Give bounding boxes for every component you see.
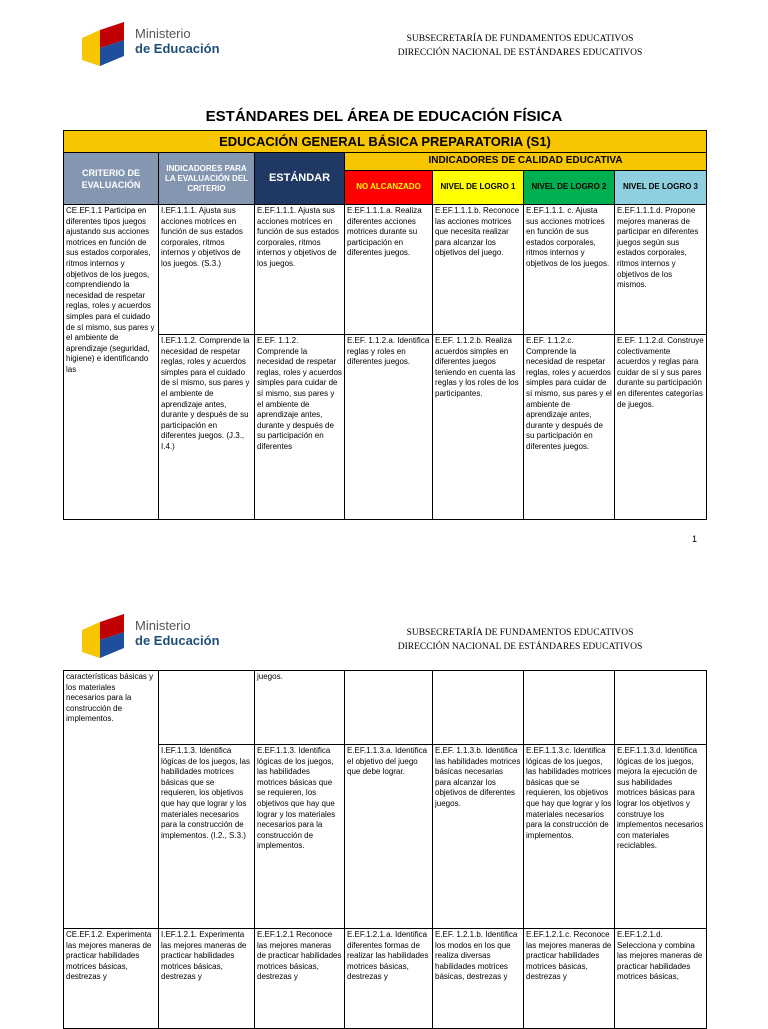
- header-line-1: SUBSECRETARÍA DE FUNDAMENTOS EDUCATIVOS: [406, 628, 634, 638]
- page-number: 1: [692, 534, 698, 544]
- logro2-cell: [524, 671, 615, 745]
- indicador-cell: [159, 671, 255, 745]
- no-alcanzado-cell: [345, 671, 433, 745]
- logo-line-1: Ministerio: [135, 618, 191, 633]
- no-alcanzado-cell: E.EF.1.1.1.a. Realiza diferentes acciones motrices durante su participación en diferentes juegos.: [345, 205, 433, 335]
- estandar-cell: E.EF.1.2.1 Reconoce las mejores maneras de practicar habilidades motrices básicas, destrezas y: [255, 929, 345, 1029]
- table-row: [64, 335, 707, 520]
- col-estandar-header: ESTÁNDAR: [255, 153, 345, 205]
- estandar-cell: E.EF.1.1.3. Identifica lógicas de los juegos, las habilidades motrices básicas que se requieren, los objetivos que hay que lograr y los materiales necesarios para la construcción de implementos.: [255, 745, 345, 929]
- col-criterio-header: CRITERIO DE EVALUACIÓN: [64, 153, 159, 205]
- table-row: [64, 929, 707, 1029]
- logo-line-2: de Educación: [135, 41, 220, 56]
- estandar-cell: E.EF.1.1.1. Ajusta sus acciones motrices en función de sus estados corporales, ritmos internos y objetivos de los juegos.: [255, 205, 345, 335]
- logro1-cell: [433, 671, 524, 745]
- estandar-cell: juegos.: [255, 671, 345, 745]
- ministerio-emblem-icon: [80, 20, 132, 68]
- logro3-cell: [615, 671, 707, 745]
- header-line-1: SUBSECRETARÍA DE FUNDAMENTOS EDUCATIVOS: [406, 34, 634, 44]
- logro1-cell: E.EF. 1.1.2.b. Realiza acuerdos simples en diferentes juegos teniendo en cuenta las reglas y los roles de los participantes.: [433, 335, 524, 520]
- logro1-cell: E.EF. 1.1.3.b. Identifica las habilidades motrices básicas necesarias para alcanzar los objetivos de diferentes juegos.: [433, 745, 524, 929]
- col-no-alcanzado-header: NO ALCANZADO: [345, 171, 433, 205]
- criterio-cell: CE.EF.1.2. Experimenta las mejores maneras de practicar habilidades motrices básicas, destrezas y: [64, 929, 159, 1029]
- page-header-2: [360, 626, 680, 654]
- level-subtitle: EDUCACIÓN GENERAL BÁSICA PREPARATORIA (S1): [64, 131, 707, 153]
- indicador-cell: I.EF.1.2.1. Experimenta las mejores maneras de practicar habilidades motrices básicas, destrezas y: [159, 929, 255, 1029]
- logro1-cell: E.EF. 1.2.1.b. Identifica los modos en los que realiza diversas habilidades motrices básicas, destrezas y: [433, 929, 524, 1029]
- logo-line-1: Ministerio: [135, 26, 191, 41]
- indicador-cell: I.EF.1.1.1. Ajusta sus acciones motrices en función de sus estados corporales, ritmos internos y objetivos de los juegos. (S.3.): [159, 205, 255, 335]
- logro2-cell: E.EF.1.1.1. c. Ajusta sus acciones motrices en función de sus estados corporales, ritmos internos y objetivos de los juegos.: [524, 205, 615, 335]
- col-logro1-header: NIVEL DE LOGRO 1: [433, 171, 524, 205]
- ministerio-emblem-icon: [80, 612, 132, 660]
- logro3-cell: E.EF.1.2.1.d. Selecciona y combina las mejores maneras de practicar habilidades motrices básicas,: [615, 929, 707, 1029]
- ministerio-logo: [80, 20, 220, 68]
- logro3-cell: E.EF.1.1.3.d. Identifica lógicas de los juegos, mejora la ejecución de sus habilidades motrices básicas para lograr los objetivos y construye los implementos necesarios con materiales reciclables.: [615, 745, 707, 929]
- criterio-cell: características básicas y los materiales necesarios para la construcción de implementos.: [64, 671, 159, 929]
- page-header: [360, 32, 680, 60]
- logo-line-2: de Educación: [135, 633, 220, 648]
- table-row: [64, 745, 707, 929]
- logro1-cell: E.EF.1.1.1.b. Reconoce las acciones motrices que necesita realizar para alcanzar los objetivos del juego.: [433, 205, 524, 335]
- indicador-cell: I.EF.1.1.2. Comprende la necesidad de respetar reglas, roles y acuerdos simples para el cuidado de sí mismo, sus pares y el ambiente de aprendizaje antes, durante y después de su participación en diferentes juegos. (J.3., I.4.): [159, 335, 255, 520]
- col-logro2-header: NIVEL DE LOGRO 2: [524, 171, 615, 205]
- no-alcanzado-cell: E.EF.1.2.1.a. Identifica diferentes formas de realizar las habilidades motrices básicas, destrezas y: [345, 929, 433, 1029]
- logro3-cell: E.EF. 1.1.2.d. Construye colectivamente acuerdos y reglas para cuidar de sí y sus pares durante su participación en diferentes categorías de juegos.: [615, 335, 707, 520]
- header-line-2: DIRECCIÓN NACIONAL DE ESTÁNDARES EDUCATIVOS: [397, 642, 643, 652]
- indicador-cell: I.EF.1.1.3. Identifica lógicas de los juegos, las habilidades motrices básicas que se requieren, los objetivos que hay que lograr y los materiales necesarios para la construcción de implementos. (I.2., S.3.): [159, 745, 255, 929]
- table-row: [64, 671, 707, 745]
- standards-table-page-2: [63, 670, 707, 1029]
- no-alcanzado-cell: E.EF.1.1.3.a. Identifica el objetivo del juego que debe lograr.: [345, 745, 433, 929]
- table-row: [64, 205, 707, 335]
- criterio-cell: CE.EF.1.1 Participa en diferentes tipos juegos ajustando sus acciones motrices en función de sus estados corporales, ritmos internos y objetivos de los juegos, comprendiendo la necesidad de respetar reglas, roles y acuerdos simples para el cuidado de sí mismo, sus pares y el ambiente de aprendizaje (seguridad, higiene) e identificando las: [64, 205, 159, 520]
- logro2-cell: E.EF.1.2.1.c. Reconoce las mejores maneras de practicar habilidades motrices básicas, destrezas y: [524, 929, 615, 1029]
- logro2-cell: E.EF. 1.1.2.c. Comprende la necesidad de respetar reglas, roles y acuerdos simples para cuidar de sí mismo, sus pares y el ambiente de aprendizaje antes, durante y después de su participación en diferentes juegos.: [524, 335, 615, 520]
- col-calidad-header: INDICADORES DE CALIDAD EDUCATIVA: [345, 153, 707, 171]
- no-alcanzado-cell: E.EF. 1.1.2.a. Identifica reglas y roles en diferentes juegos.: [345, 335, 433, 520]
- document-title: ESTÁNDARES DEL ÁREA DE EDUCACIÓN FÍSICA: [205, 108, 563, 125]
- estandar-cell: E.EF. 1.1.2. Comprende la necesidad de respetar reglas, roles y acuerdos simples para cuidar de sí mismo, sus pares y el ambiente de aprendizaje antes, durante y después de su participación en diferentes: [255, 335, 345, 520]
- standards-table-page-1: [63, 130, 707, 520]
- logro2-cell: E.EF.1.1.3.c. Identifica lógicas de los juegos, las habilidades motrices básicas que se requieren, los objetivos que hay que lograr y los materiales necesarios para la construcción de implementos.: [524, 745, 615, 929]
- logro3-cell: E.EF.1.1.1.d. Propone mejores maneras de participar en diferentes juegos según sus estados corporales, ritmos internos y objetivos de los mismos.: [615, 205, 707, 335]
- header-line-2: DIRECCIÓN NACIONAL DE ESTÁNDARES EDUCATIVOS: [397, 48, 643, 58]
- ministerio-logo-page-2: [80, 612, 220, 660]
- col-logro3-header: NIVEL DE LOGRO 3: [615, 171, 707, 205]
- col-indicadores-header: INDICADORES PARA LA EVALUACIÓN DEL CRITERIO: [159, 153, 255, 205]
